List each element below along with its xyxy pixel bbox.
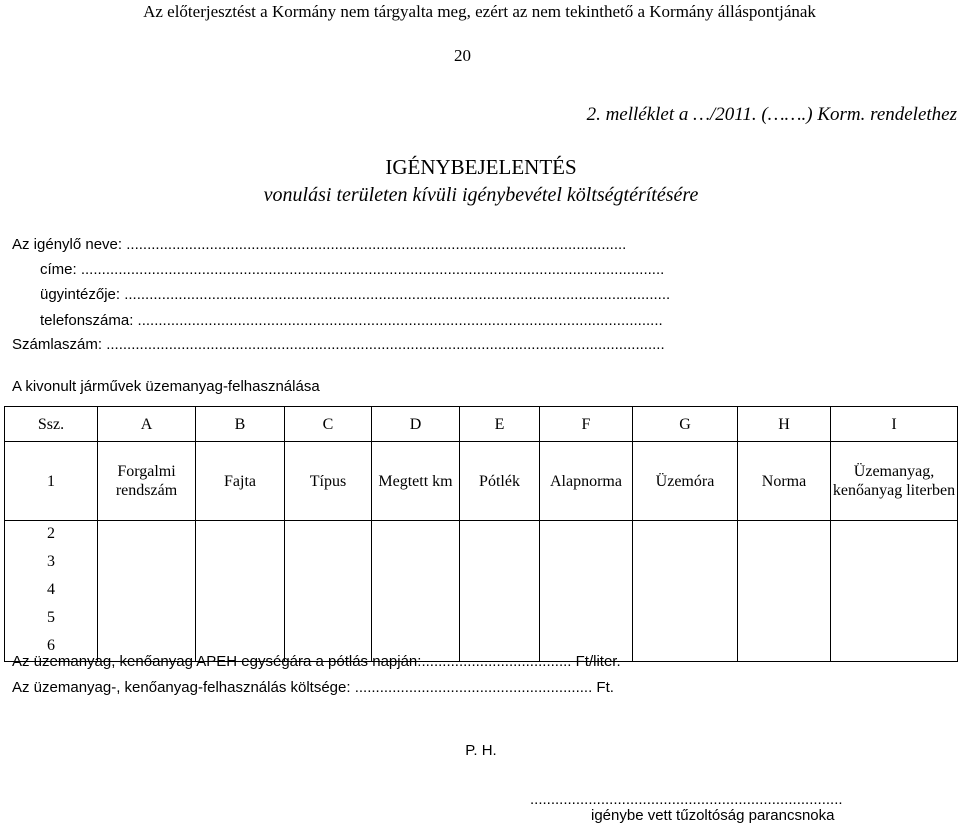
column-letter: F: [540, 407, 633, 442]
table-cell[interactable]: [738, 577, 831, 605]
signature-line[interactable]: ...........................................................................: [530, 791, 843, 808]
column-header: Forgalmi rendszám: [98, 442, 196, 521]
table-row: [5, 605, 958, 633]
table-cell[interactable]: [540, 605, 633, 633]
table-cell[interactable]: [196, 577, 285, 605]
table-cell[interactable]: [196, 605, 285, 633]
table-cell[interactable]: [738, 605, 831, 633]
table-cell[interactable]: [831, 633, 958, 662]
table-cell[interactable]: [633, 633, 738, 662]
column-letter: B: [196, 407, 285, 442]
document-subtitle: vonulási területen kívüli igénybevétel költségtérítésére: [263, 184, 699, 206]
column-header: Megtett km: [372, 442, 460, 521]
table-cell[interactable]: [831, 577, 958, 605]
table-cell[interactable]: [460, 521, 540, 550]
table-cell[interactable]: [285, 577, 372, 605]
table-cell[interactable]: [831, 605, 958, 633]
table-cell[interactable]: [738, 633, 831, 662]
table-row: [5, 549, 958, 577]
fuel-unit-price-field[interactable]: Az üzemanyag, kenőanyag APEH egységára a pótlás napján:.................................... Ft/liter.: [12, 653, 621, 670]
table-cell[interactable]: [738, 549, 831, 577]
account-number-field[interactable]: Számlaszám: ......................................................................................................................................: [12, 336, 665, 353]
table-cell[interactable]: [633, 605, 738, 633]
column-letter-row: [5, 407, 958, 442]
row-number: 1: [5, 442, 98, 521]
table-cell[interactable]: [460, 577, 540, 605]
address-field[interactable]: címe: ............................................................................................................................................: [40, 261, 665, 278]
table-cell[interactable]: [540, 549, 633, 577]
column-header: Norma: [738, 442, 831, 521]
annex-reference: 2. melléklet a …/2011. (…….) Korm. rendelethez: [586, 104, 957, 125]
table-cell[interactable]: [285, 549, 372, 577]
column-letter: C: [285, 407, 372, 442]
fuel-usage-table: [4, 406, 958, 662]
fuel-cost-field[interactable]: Az üzemanyag-, kenőanyag-felhasználás költsége: ......................................................... Ft.: [12, 679, 614, 696]
table-row: [5, 521, 958, 550]
column-letter: Ssz.: [5, 407, 98, 442]
stamp-placeholder: P. H.: [465, 742, 497, 759]
column-header: Típus: [285, 442, 372, 521]
document-title: IGÉNYBEJELENTÉS: [385, 155, 577, 179]
column-header: Üzemóra: [633, 442, 738, 521]
table-cell[interactable]: [738, 521, 831, 550]
claimant-name-field[interactable]: Az igénylő neve: ........................................................................................................................: [12, 236, 627, 253]
column-letter: G: [633, 407, 738, 442]
table-cell[interactable]: [460, 549, 540, 577]
signature-label: igénybe vett tűzoltóság parancsnoka: [591, 807, 835, 824]
column-letter: A: [98, 407, 196, 442]
table-cell[interactable]: [831, 549, 958, 577]
table-cell[interactable]: [98, 549, 196, 577]
table-cell[interactable]: [372, 577, 460, 605]
header-row: [5, 442, 958, 521]
column-letter: I: [831, 407, 958, 442]
phone-field[interactable]: telefonszáma: ..............................................................................................................................: [40, 312, 663, 329]
column-header: Pótlék: [460, 442, 540, 521]
table-cell[interactable]: [540, 521, 633, 550]
row-number: 3: [5, 549, 98, 577]
table-row: [5, 577, 958, 605]
table-cell[interactable]: [196, 549, 285, 577]
row-number: 2: [5, 521, 98, 550]
table-cell[interactable]: [372, 549, 460, 577]
row-number: 5: [5, 605, 98, 633]
table-cell[interactable]: [633, 577, 738, 605]
column-letter: D: [372, 407, 460, 442]
table-cell[interactable]: [98, 521, 196, 550]
column-header: Üzemanyag, kenőanyag literben: [831, 442, 958, 521]
table-cell[interactable]: [540, 577, 633, 605]
row-number: 4: [5, 577, 98, 605]
table-cell[interactable]: [98, 577, 196, 605]
column-header: Fajta: [196, 442, 285, 521]
column-letter: H: [738, 407, 831, 442]
table-cell[interactable]: [372, 521, 460, 550]
table-cell[interactable]: [98, 605, 196, 633]
column-header: Alapnorma: [540, 442, 633, 521]
table-cell[interactable]: [460, 605, 540, 633]
table-cell[interactable]: [831, 521, 958, 550]
table-cell[interactable]: [372, 605, 460, 633]
section-title: A kivonult járművek üzemanyag-felhasználása: [12, 378, 320, 395]
table-cell[interactable]: [285, 605, 372, 633]
row-number: 6: [5, 633, 98, 662]
page-number: 20: [454, 46, 471, 65]
column-letter: E: [460, 407, 540, 442]
table-cell[interactable]: [285, 521, 372, 550]
table-cell[interactable]: [633, 521, 738, 550]
table-cell[interactable]: [196, 521, 285, 550]
administrator-field[interactable]: ügyintézője: ...................................................................................................................................: [40, 286, 671, 303]
header-note: Az előterjesztést a Kormány nem tárgyalta meg, ezért az nem tekinthető a Kormány álláspontjának: [143, 2, 816, 21]
table-cell[interactable]: [633, 549, 738, 577]
